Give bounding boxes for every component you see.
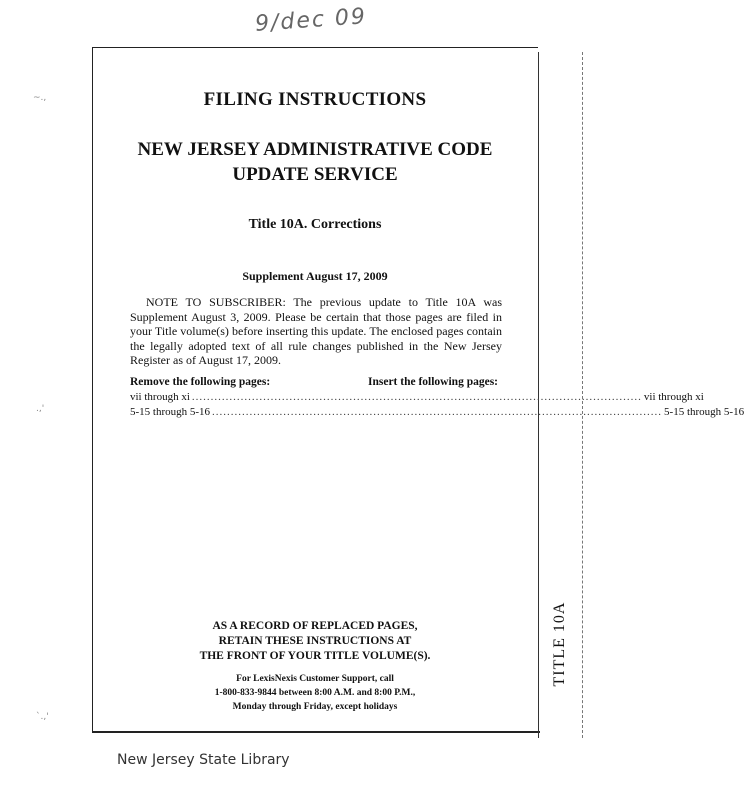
insert-pages-value: 5-15 through 5-16 xyxy=(664,406,744,418)
record-line-3: THE FRONT OF YOUR TITLE VOLUME(S). xyxy=(199,650,431,662)
scan-mark: ~., xyxy=(33,93,47,103)
support-line-1: For LexisNexis Customer Support, call xyxy=(236,674,394,684)
support-line-2: 1-800-833-9844 between 8:00 A.M. and 8:00 P.M., xyxy=(214,688,416,698)
record-instructions xyxy=(100,619,530,664)
handwritten-date: 9/dec 09 xyxy=(254,4,368,37)
filing-instructions-heading: FILING INSTRUCTIONS xyxy=(203,89,427,110)
record-line-2: RETAIN THESE INSTRUCTIONS AT xyxy=(218,635,412,647)
scan-mark: `.,' xyxy=(36,712,49,722)
side-tab-label: TITLE 10A xyxy=(551,601,568,687)
page-frame-left xyxy=(92,47,93,731)
remove-pages-value: vii through xi xyxy=(130,391,190,403)
scan-mark: .,' xyxy=(36,404,45,414)
remove-pages-heading: Remove the following pages: xyxy=(130,376,271,388)
leader-dots: ........................................................................................................................ xyxy=(191,391,642,403)
insert-pages-heading: Insert the following pages: xyxy=(368,376,499,388)
leader-dots: ........................................................................................................................ xyxy=(212,406,663,418)
library-stamp: New Jersey State Library xyxy=(117,752,290,768)
code-title-line-1: NEW JERSEY ADMINISTRATIVE CODE xyxy=(137,139,493,160)
support-line-3: Monday through Friday, except holidays xyxy=(232,702,398,712)
remove-pages-value: 5-15 through 5-16 xyxy=(130,406,211,418)
code-title-line-2: UPDATE SERVICE xyxy=(232,164,398,185)
page-frame-top xyxy=(92,47,538,48)
page-swap-row xyxy=(130,391,704,403)
page-swap-row xyxy=(130,406,744,418)
insert-pages-value: vii through xi xyxy=(643,391,704,403)
supplement-date: Supplement August 17, 2009 xyxy=(242,269,388,283)
page-frame-bottom xyxy=(92,731,540,733)
title-name: Title 10A. Corrections xyxy=(248,217,382,232)
side-tab xyxy=(545,594,575,694)
note-to-subscriber: NOTE TO SUBSCRIBER: The previous update to Title 10A was Supplement August 3, 2009. Please be certain that those pages are filed in your Title volume(s) before inserting this update. The enclosed pages contain the legally adopted text of all rule changes published in the New Jersey Register as of August 17, 2009. xyxy=(130,295,502,367)
record-line-1: AS A RECORD OF REPLACED PAGES, xyxy=(212,620,418,632)
customer-support xyxy=(100,672,530,714)
